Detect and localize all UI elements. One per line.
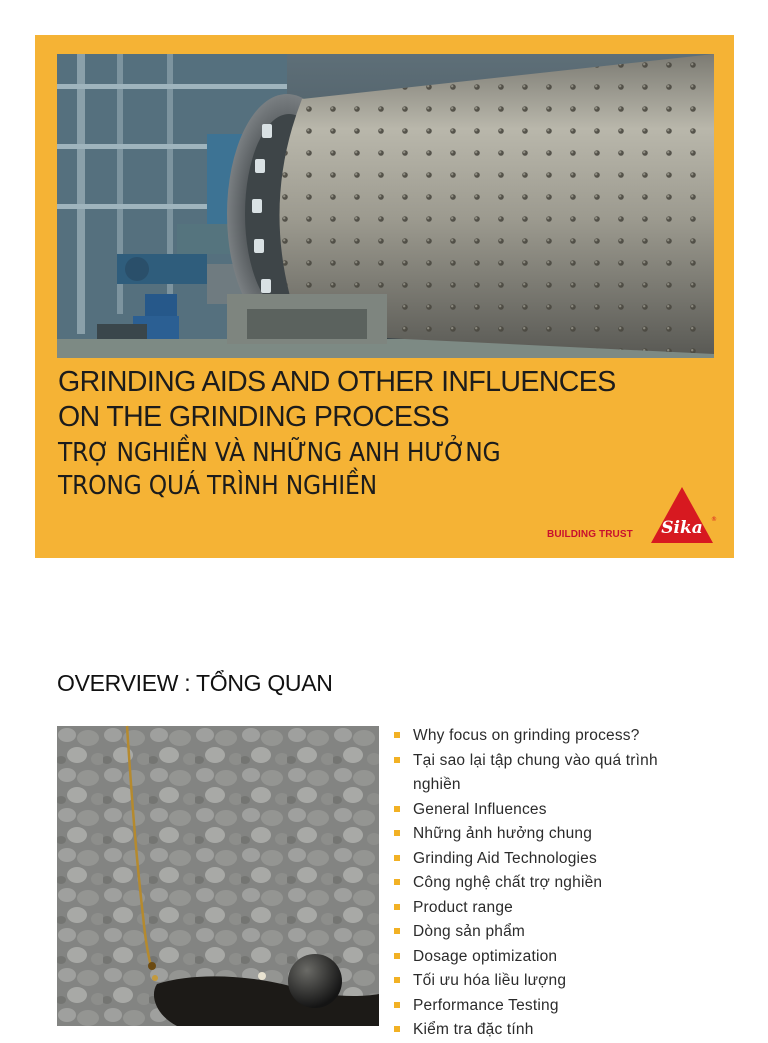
vietnamese-title-line: TRỢ NGHIỀN VÀ NHỮNG ANH HƯỞNG	[58, 438, 501, 468]
overview-bullet-item	[394, 920, 724, 945]
svg-text:Sika: Sika	[661, 518, 703, 538]
bullet-square-icon	[394, 904, 400, 910]
clinker-photo	[57, 726, 379, 1026]
overview-bullet-text: Performance Testing	[413, 996, 559, 1014]
tagline: BUILDING TRUST	[547, 529, 633, 540]
clinker-illustration	[57, 726, 379, 1026]
overview-bullet-text: Công nghệ chất trợ nghiền	[413, 874, 603, 891]
overview-bullet-text: nghiền	[413, 776, 461, 793]
overview-bullet-text: Những ảnh hưởng chung	[413, 825, 593, 842]
bullet-square-icon	[394, 1026, 400, 1032]
english-title-line: GRINDING AIDS AND OTHER INFLUENCES	[58, 366, 616, 398]
overview-bullet-item	[394, 896, 724, 921]
overview-bullet-item	[394, 871, 724, 896]
overview-bullet-text: Why focus on grinding process?	[413, 727, 640, 744]
overview-bullet-list	[394, 724, 724, 1043]
title-slide	[35, 35, 734, 558]
bullet-square-icon	[394, 879, 400, 885]
overview-bullet-item	[394, 1018, 724, 1043]
bullet-square-icon	[394, 757, 400, 763]
overview-bullet-item	[394, 847, 724, 872]
bullet-square-icon	[394, 732, 400, 738]
bullet-square-icon	[394, 1002, 400, 1008]
overview-bullet-text: General Influences	[413, 800, 547, 818]
overview-bullet-text: Grinding Aid Technologies	[413, 849, 597, 867]
english-title-line: ON THE GRINDING PROCESS	[58, 401, 450, 433]
overview-bullet-item	[394, 749, 724, 798]
bullet-square-icon	[394, 806, 400, 812]
bullet-square-icon	[394, 855, 400, 861]
svg-text:®: ®	[711, 516, 717, 523]
overview-title: OVERVIEW : TỔNG QUAN	[57, 670, 333, 696]
slide-title-block	[58, 365, 698, 503]
ball-mill-illustration	[57, 54, 714, 358]
overview-bullet-text: Dosage optimization	[413, 947, 558, 965]
english-title	[58, 365, 698, 435]
overview-bullet-item	[394, 945, 724, 970]
vietnamese-title	[58, 437, 698, 503]
bullet-square-icon	[394, 830, 400, 836]
bullet-square-icon	[394, 977, 400, 983]
overview-bullet-text: Tối ưu hóa liều lượng	[413, 972, 567, 989]
overview-bullet-item	[394, 724, 724, 749]
overview-bullet-item	[394, 822, 724, 847]
bullet-square-icon	[394, 928, 400, 934]
bullet-square-icon	[394, 953, 400, 959]
overview-bullet-item	[394, 798, 724, 823]
ball-mill-photo	[57, 54, 714, 358]
overview-bullet-text: Kiểm tra đặc tính	[413, 1021, 534, 1038]
overview-bullet-text: Dòng sản phẩm	[413, 923, 526, 940]
overview-bullet-text: Product range	[413, 898, 513, 916]
sika-logo-icon	[649, 485, 715, 545]
overview-bullet-item	[394, 994, 724, 1019]
overview-bullet-item	[394, 969, 724, 994]
overview-bullet-text: Tại sao lại tập chung vào quá trình	[413, 751, 658, 769]
vietnamese-title-line: TRONG QUÁ TRÌNH NGHIỀN	[58, 471, 377, 501]
